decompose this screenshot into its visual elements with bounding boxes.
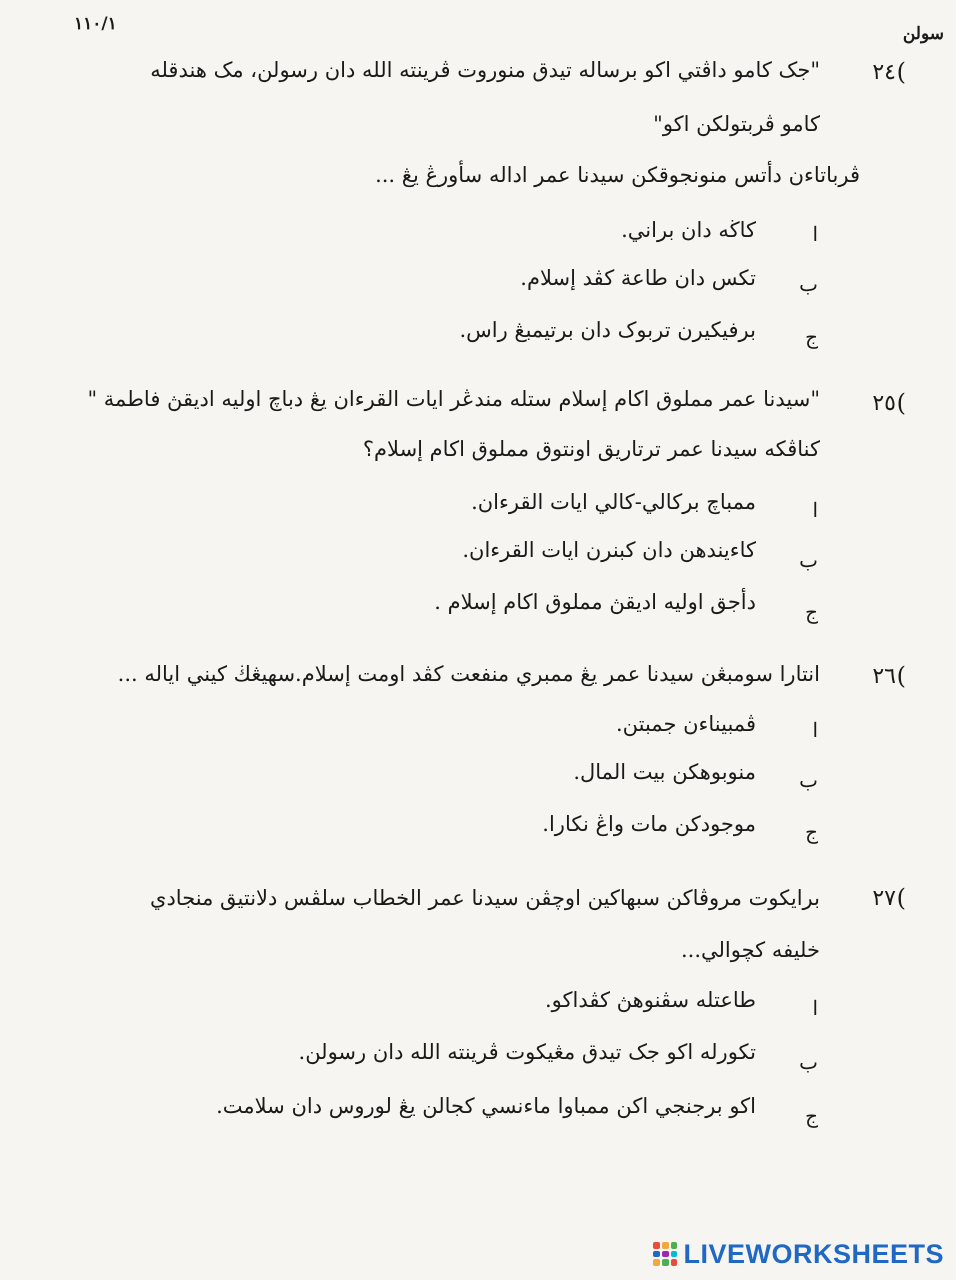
question-paren: ( [896, 662, 906, 690]
question-paren: ( [896, 884, 906, 912]
question-number: ٢٧ [872, 886, 896, 911]
section-title: سولن [902, 24, 944, 44]
option-text: منوبوهکن بيت المال. [573, 760, 756, 784]
page-code: ١١٠/١ [74, 14, 117, 34]
option-label: ج [805, 325, 818, 349]
question-text: "سيدنا عمر مملوق اکام إسلام ستله مندڠر ايات القرءان يڠ دباچ اوليه اديقڽ فاطمة " [87, 387, 820, 411]
option-text: اکو برجنجي اکن ممباوا ماءنسي کجالن يڠ لوروس دان سلامت. [216, 1094, 756, 1118]
option-text: تکورله اکو جک تيدق مڠيکوت ڤرينته الله دان رسولن. [298, 1040, 756, 1064]
option-text: کاڬه دان براني. [621, 218, 756, 242]
option-text: تکس دان طاعة کڤد إسلام. [520, 266, 756, 290]
option-text: برفيکيرن تربوک دان برتيمبڠ راس. [459, 318, 756, 342]
option-label: ب [799, 1050, 818, 1074]
option-label: ا [812, 498, 818, 522]
liveworksheets-brand [653, 1234, 944, 1274]
option-label: ا [812, 996, 818, 1020]
question-text: خليفه کچوالي... [681, 938, 820, 962]
question-text: "جک کامو داڤتي اکو برساله تيدق منوروت ڤرينته الله دان رسولن، مک هندقله [150, 58, 820, 82]
question-text: برايکوت مروڤاکن سبهاکين اوچڤن سيدنا عمر الخطاب سلڤس دلانتيق منجادي [150, 886, 820, 910]
question-number: ٢٤ [872, 60, 896, 85]
question-number: ٢٥ [872, 391, 896, 416]
option-label: ج [805, 820, 818, 844]
liveworksheets-logo-icon [653, 1242, 677, 1266]
question-text: انتارا سومبڠن سيدنا عمر يڠ ممبري منفعت کڤد اومت إسلام.سهيڠڬ کيني اياله ... [117, 662, 820, 686]
question-text: کناڤکه سيدنا عمر ترتاريق اونتوق مملوق اکام إسلام؟ [362, 437, 820, 461]
question-paren: ( [896, 58, 906, 86]
question-text: کامو ڤربتولکن اکو" [653, 112, 820, 136]
option-label: ب [799, 768, 818, 792]
option-text: موجودکن مات واڠ نکارا. [542, 812, 756, 836]
option-text: ڤمبيناءن جمبتن. [615, 712, 756, 736]
question-paren: ( [896, 389, 906, 417]
option-label: ج [805, 600, 818, 624]
option-text: ممباچ برکالي-کالي ايات القرءان. [471, 490, 756, 514]
option-text: دأجق اوليه اديقڽ مملوق اکام إسلام . [434, 590, 756, 614]
option-label: ب [799, 272, 818, 296]
question-text: ڤرباتاءن دأتس منونجوقکن سيدنا عمر اداله سأورڠ يڠ ... [375, 163, 860, 187]
option-text: کاءيندهن دان کبنرن ايات القرءان. [462, 538, 756, 562]
option-label: ب [799, 548, 818, 572]
question-number: ٢٦ [872, 664, 896, 689]
option-label: ا [812, 222, 818, 246]
option-text: طاعتله سڤنوهڽ کڤداکو. [544, 988, 756, 1012]
option-label: ا [812, 718, 818, 742]
option-label: ج [805, 1104, 818, 1128]
brand-name: LIVEWORKSHEETS [683, 1238, 944, 1269]
